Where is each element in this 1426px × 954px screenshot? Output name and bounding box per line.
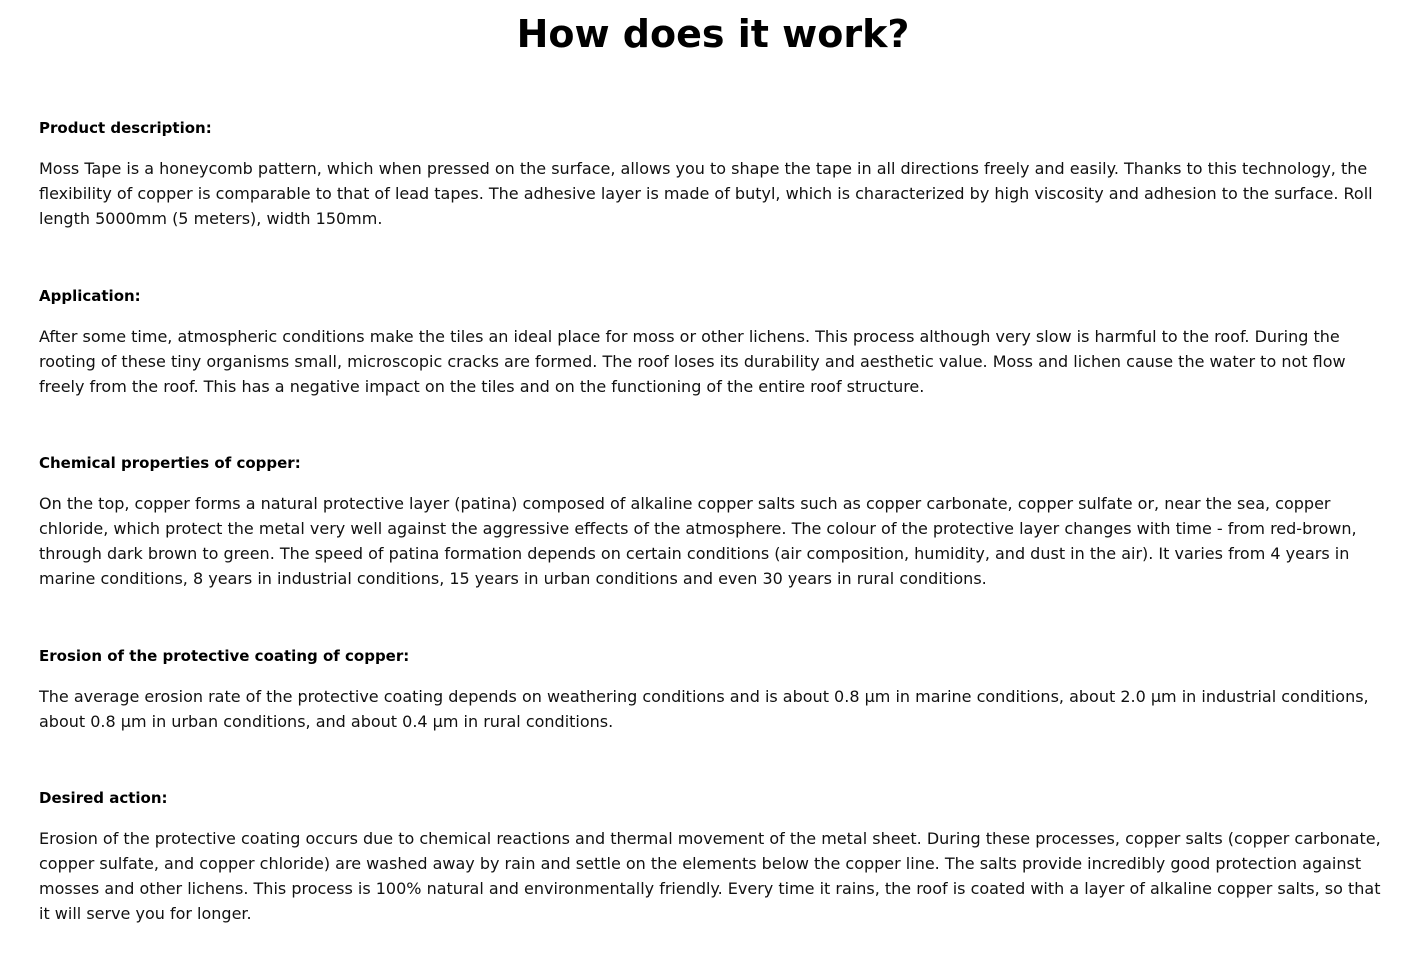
section-heading: Erosion of the protective coating of copper: xyxy=(39,647,410,665)
section-product-description xyxy=(39,118,1385,231)
section-body: Erosion of the protective coating occurs due to chemical reactions and thermal movement of the metal sheet. During these processes, copper salts (copper carbonate, copper sulfate, and copper chloride) are washed away by rain and settle on the elements below the copper line. The salts provide incredibly good protection against mosses and other lichens. This process is 100% natural and environmentally friendly. Every time it rains, the roof is coated with a layer of alkaline copper salts, so that it will serve you for longer. xyxy=(39,829,1381,923)
section-erosion xyxy=(39,646,1385,734)
section-heading: Product description: xyxy=(39,119,212,137)
section-body: On the top, copper forms a natural protective layer (patina) composed of alkaline copper salts such as copper carbonate, copper sulfate or, near the sea, copper chloride, which protect the metal very well against the aggressive effects of the atmosphere. The colour of the protective layer changes with time - from red-brown, through dark brown to green. The speed of patina formation depends on certain conditions (air composition, humidity, and dust in the air). It varies from 4 years in marine conditions, 8 years in industrial conditions, 15 years in urban conditions and even 30 years in rural conditions. xyxy=(39,494,1357,588)
section-heading: Chemical properties of copper: xyxy=(39,454,301,472)
section-heading: Desired action: xyxy=(39,789,168,807)
section-body: After some time, atmospheric conditions make the tiles an ideal place for moss or other lichens. This process although very slow is harmful to the roof. During the rooting of these tiny organisms small, microscopic cracks are formed. The roof loses its durability and aesthetic value. Moss and lichen cause the water to not flow freely from the roof. This has a negative impact on the tiles and on the functioning of the entire roof structure. xyxy=(39,327,1346,396)
section-body: Moss Tape is a honeycomb pattern, which when pressed on the surface, allows you to shape the tape in all directions freely and easily. Thanks to this technology, the flexibility of copper is comparable to that of lead tapes. The adhesive layer is made of butyl, which is characterized by high viscosity and adhesion to the surface. Roll length 5000mm (5 meters), width 150mm. xyxy=(39,159,1373,228)
section-desired-action xyxy=(39,788,1385,926)
page-title: How does it work? xyxy=(516,12,910,56)
section-heading: Application: xyxy=(39,287,141,305)
section-body: The average erosion rate of the protective coating depends on weathering conditions and is about 0.8 µm in marine conditions, about 2.0 µm in industrial conditions, about 0.8 µm in urban conditions, and about 0.4 µm in rural conditions. xyxy=(39,687,1369,731)
section-application xyxy=(39,286,1385,399)
section-chemical-properties xyxy=(39,453,1385,591)
